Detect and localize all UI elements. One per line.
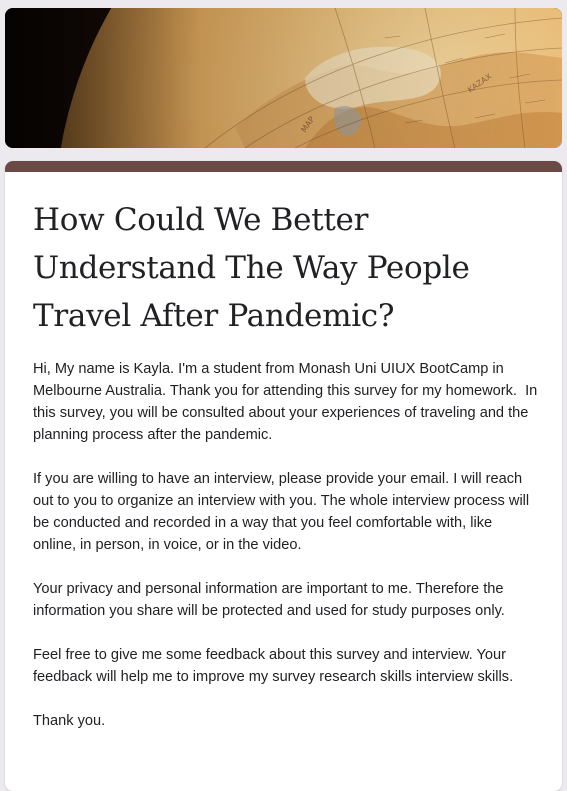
description-paragraph: Hi, My name is Kayla. I'm a student from Monash Uni UIUX BootCamp in Melbourne Australia. Thank you for attending this survey for my homework. In this survey, you will be consulted about your experiences of traveling and the planning process after the pandemic.	[33, 361, 542, 443]
description-paragraph: If you are willing to have an interview, please provide your email. I will reach out to you to organize an interview with you. The whole interview process will be conducted and recorded in a way that you feel comfortable with, like online, in person, in voice, or in the video.	[33, 471, 534, 553]
card-accent-bar	[5, 161, 562, 172]
description-paragraph: Feel free to give me some feedback about this survey and interview. Your feedback will help me to improve my survey research skills interview skills.	[33, 647, 514, 685]
header-image	[5, 8, 562, 148]
form-title: How Could We Better Understand The Way People Travel After Pandemic?	[33, 202, 470, 334]
form-header-card	[5, 161, 562, 791]
description-paragraph: Your privacy and personal information are important to me. Therefore the information you share will be protected and used for study purposes only.	[33, 581, 508, 619]
form-description	[33, 358, 542, 732]
description-paragraph: Thank you.	[33, 713, 106, 729]
globe-map-image	[5, 8, 562, 148]
